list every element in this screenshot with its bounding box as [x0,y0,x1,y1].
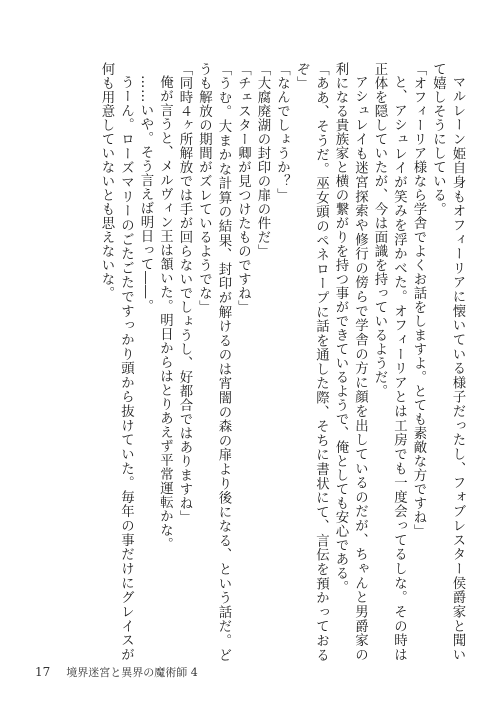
paragraph: 「オフィーリア様なら学舎でよくお話をしますよ。とても素敵な方ですね」 [411,62,426,538]
paragraph: 「ああ、そうだ。巫女頭のペネロープに話を通した際、そちに書状にて、言伝を預かっておるぞ」 [294,62,329,662]
page-footer [35,664,198,680]
paragraph: 「なんでしょうか？」 [274,62,290,202]
paragraph: 「同時４ヶ所解放では手が回らないでしょうし、好都合ではありますね」 [177,62,192,524]
paragraph: 「うむ。大まかな計算の結果、封印が解けるのは宵闇の森の扉より後になる、という話だ。どうも解放の期間がズレているようでな」 [196,62,231,662]
paragraph: うーん。ローズマリーのごたごたですっかり頭から抜けていた。毎年の事だけにグレイスが何も用意していないとも思えないな。 [99,62,134,662]
page-number: 17 [35,665,51,679]
paragraph: マルレーン姫自身もオフィーリアに懐いている様子だったし、フォブレスター侯爵家と聞いて嬉しそうにしている。 [430,62,465,662]
paragraph: 俺が言うと、メルヴィン王は頷いた。明日からはとりあえず平常運転かな。 [157,75,173,552]
paragraph: 「大腐廃湖の封印の扉の件だ」 [255,62,270,258]
paragraph: 「チェスター卿が見つけたものですね」 [235,62,251,314]
vertical-text-body [27,62,467,662]
paragraph: と、アシュレイが笑みを浮かべた。オフィーリアとは工房でも一度会ってるしな。その時は正体を隠していたが、今は面識を持っているようだ。 [372,62,407,662]
paragraph: アシュレイも迷宮探索や修行の傍らで学舎の方に顔を出しているのだが、ちゃんと男爵家の利になる貴族家と横の繋がりを持つ事ができているようで、俺としても安心である。 [333,62,368,662]
paragraph: ……いや。そう言えば明日って――。 [138,75,153,314]
book-title: 境界迷宮と異界の魔術師 4 [66,666,198,679]
